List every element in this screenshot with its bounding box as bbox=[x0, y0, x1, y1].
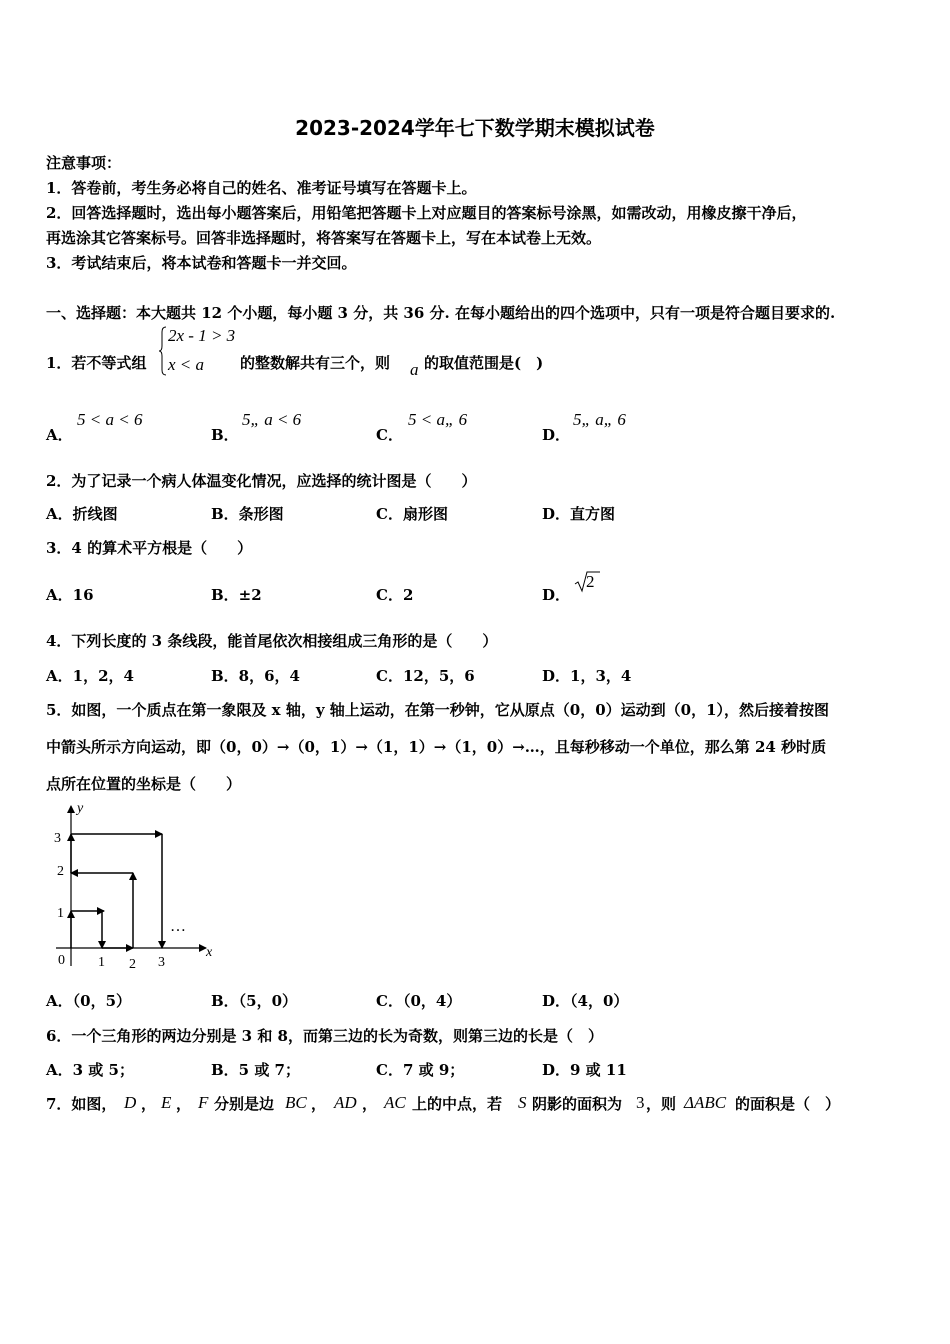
q7-comma: ， bbox=[362, 1095, 378, 1113]
y-tick-label: 2 bbox=[57, 864, 64, 879]
notice-item: 再选涂其它答案标号。回答非选择题时，将答案写在答题卡上，写在本试卷上无效。 bbox=[46, 229, 602, 247]
section-heading: 一、选择题：本大题共 12 个小题，每小题 3 分，共 36 分. 在每小题给出的四个选项中，只有一项是符合题目要求的. bbox=[46, 304, 836, 322]
q6-option-c[interactable]: C．7 或 9； bbox=[376, 1061, 465, 1079]
q6-option-a[interactable]: A．3 或 5； bbox=[46, 1061, 134, 1079]
q6-option-d[interactable]: D．9 或 11 bbox=[542, 1061, 627, 1079]
q5-stem-line: 中箭头所示方向运动，即（0，0）→（0，1）→（1，1）→（1，0）→…，且每秒移动一个单位，那么第 24 秒时质 bbox=[46, 738, 827, 756]
q7-var-f: F bbox=[198, 1093, 209, 1112]
q7-side-ac: AC bbox=[384, 1093, 406, 1112]
q7-suffix: 的面积是（ ） bbox=[735, 1095, 841, 1113]
q5-option-b[interactable]: B．（5，0） bbox=[211, 992, 298, 1010]
q4-option-b[interactable]: B．8，6，4 bbox=[211, 667, 300, 685]
x-tick-label: 1 bbox=[98, 955, 105, 970]
q3-option-b[interactable]: B．±2 bbox=[211, 586, 262, 604]
page-title: 2023-2024学年七下数学期末模拟试卷 bbox=[295, 116, 655, 140]
notice-item: 2．回答选择题时，选出每小题答案后，用铅笔把答题卡上对应题目的答案标号涂黑，如需改动，用橡皮擦干净后， bbox=[46, 204, 807, 222]
q4-stem: 4．下列长度的 3 条线段，能首尾依次相接组成三角形的是（ ） bbox=[46, 632, 498, 650]
q4-option-d[interactable]: D．1，3，4 bbox=[542, 667, 632, 685]
q3-stem: 3．4 的算术平方根是（ ） bbox=[46, 539, 253, 557]
q7-side-ad: AD bbox=[334, 1093, 357, 1112]
q1-option-c-label[interactable]: C． bbox=[376, 426, 403, 444]
q7-var-s: S bbox=[518, 1093, 527, 1112]
q3-option-a[interactable]: A．16 bbox=[46, 586, 94, 604]
x-axis-label: x bbox=[206, 945, 213, 960]
q1-option-b: 5„ a < 6 bbox=[242, 410, 302, 429]
q2-stem: 2．为了记录一个病人体温变化情况，应选择的统计图是（ ） bbox=[46, 472, 477, 490]
q1-option-d-label[interactable]: D． bbox=[542, 426, 571, 444]
q7-value: 3 bbox=[636, 1093, 645, 1112]
q1-suffix: 的取值范围是( ) bbox=[424, 354, 544, 372]
q1-mid: 的整数解共有三个，则 bbox=[240, 354, 391, 372]
y-axis-label: y bbox=[77, 801, 84, 816]
origin-label: 0 bbox=[58, 953, 65, 968]
q2-option-c[interactable]: C．扇形图 bbox=[376, 505, 448, 523]
system-brace-icon bbox=[158, 326, 168, 376]
q7-prefix: 7．如图， bbox=[46, 1095, 117, 1113]
notice-item: 1．答卷前，考生务必将自己的姓名、准考证号填写在答题卡上。 bbox=[46, 179, 477, 197]
q7-var-d: D bbox=[124, 1093, 137, 1112]
q7-mid4: ，则 bbox=[646, 1095, 677, 1113]
q5-stem-line: 点所在位置的坐标是（ ） bbox=[46, 775, 242, 793]
q5-option-a[interactable]: A．（0，5） bbox=[46, 992, 132, 1010]
q2-option-b[interactable]: B．条形图 bbox=[211, 505, 284, 523]
q3-option-d[interactable]: D． bbox=[542, 586, 571, 604]
q1-option-a: 5 < a < 6 bbox=[77, 410, 143, 429]
q7-comma: ， bbox=[141, 1095, 157, 1113]
y-tick-label: 3 bbox=[54, 831, 61, 846]
q7-var-e: E bbox=[161, 1093, 172, 1112]
notice-item: 3．考试结束后，将本试卷和答题卡一并交回。 bbox=[46, 254, 357, 272]
q1-option-c: 5 < a„ 6 bbox=[408, 410, 468, 429]
q7-mid3: 阴影的面积为 bbox=[532, 1095, 623, 1113]
q1-option-b-label[interactable]: B． bbox=[211, 426, 239, 444]
q4-option-c[interactable]: C．12，5，6 bbox=[376, 667, 475, 685]
q1-option-d: 5„ a„ 6 bbox=[573, 410, 626, 429]
q1-option-a-label[interactable]: A． bbox=[46, 426, 73, 444]
q1-system-line1: 2x - 1 > 3 bbox=[168, 326, 236, 345]
q1-variable: a bbox=[410, 360, 419, 379]
q1-system-line2: x < a bbox=[168, 355, 205, 374]
q6-stem: 6．一个三角形的两边分别是 3 和 8，而第三边的长为奇数，则第三边的长是（ ） bbox=[46, 1027, 603, 1045]
q5-option-c[interactable]: C．（0，4） bbox=[376, 992, 462, 1010]
x-tick-label: 3 bbox=[158, 955, 165, 970]
q5-option-d[interactable]: D．（4，0） bbox=[542, 992, 629, 1010]
q3-option-d-radicand: 2 bbox=[586, 572, 595, 591]
q7-mid2: 上的中点，若 bbox=[412, 1095, 503, 1113]
q4-option-a[interactable]: A．1，2，4 bbox=[46, 667, 134, 685]
y-tick-label: 1 bbox=[57, 906, 64, 921]
x-tick-label: 2 bbox=[129, 957, 136, 972]
q3-option-c[interactable]: C．2 bbox=[376, 586, 414, 604]
q7-side-bc: BC bbox=[285, 1093, 307, 1112]
ellipsis-label: … bbox=[170, 918, 186, 935]
q5-stem-line: 5．如图，一个质点在第一象限及 x 轴，y 轴上运动，在第一秒钟，它从原点（0，0）运动到（0，1），然后接着按图 bbox=[46, 701, 830, 719]
q7-mid1: 分别是边 bbox=[214, 1095, 275, 1113]
notice-heading: 注意事项： bbox=[46, 154, 122, 172]
q7-comma: ， bbox=[176, 1095, 192, 1113]
motion-path-figure bbox=[46, 798, 226, 976]
q2-option-d[interactable]: D．直方图 bbox=[542, 505, 616, 523]
q1-prefix: 1．若不等式组 bbox=[46, 354, 147, 372]
q7-triangle: ΔABC bbox=[684, 1093, 727, 1112]
q6-option-b[interactable]: B．5 或 7； bbox=[211, 1061, 300, 1079]
q2-option-a[interactable]: A．折线图 bbox=[46, 505, 118, 523]
q7-comma: ， bbox=[311, 1095, 327, 1113]
